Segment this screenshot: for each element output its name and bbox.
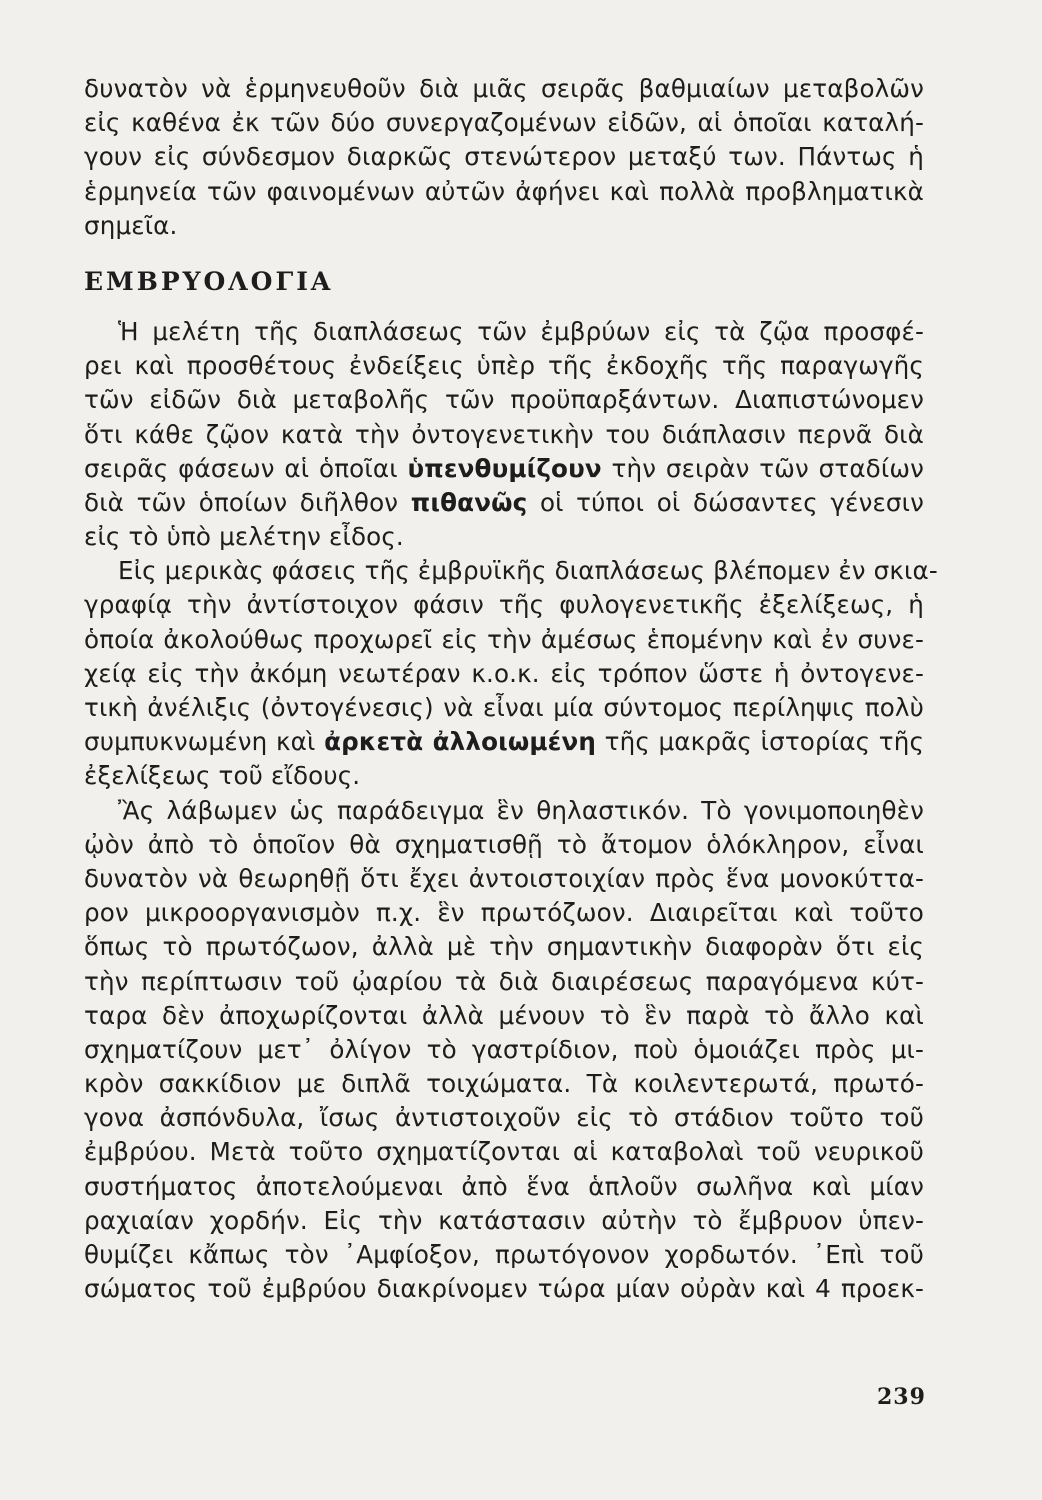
text-line: ταρα δὲν ἀποχωρίζονται ἀλλὰ μένουν τὸ ἓν παρὰ τὸ ἄλλο καὶ [84, 1000, 924, 1030]
text-line: ὅτι κάθε ζῷον κατὰ τὴν ὀντογενετικὴν του διάπλασιν περνᾶ διὰ [84, 419, 924, 449]
text-line: ραχιαίαν χορδήν. Εἰς τὴν κατάστασιν αὐτὴν τὸ ἔμβρυον ὑπεν- [84, 1205, 924, 1235]
text-line: τῶν εἰδῶν διὰ μεταβολῆς τῶν προϋπαρξάντων. Διαπιστώνομεν [84, 385, 924, 415]
paragraph-phases [84, 554, 938, 793]
page-number: 239 [877, 1384, 926, 1410]
text-line: ἑρμηνεία τῶν φαινομένων αὐτῶν ἀφήνει καὶ πολλὰ προβληματικὰ [84, 176, 924, 206]
text-line: εἰς καθένα ἐκ τῶν δύο συνεργαζομένων εἰδῶν, αἱ ὁποῖαι καταλή- [84, 108, 924, 138]
text-line [84, 452, 924, 486]
intro-paragraph [84, 72, 924, 243]
text-line: ἐξελίξεως τοῦ εἴδους. [84, 761, 361, 791]
text-line: τικὴ ἀνέλιξις (ὀντογένεσις) νὰ εἶναι μία σύντομος περίληψις πολὺ [84, 693, 924, 722]
text-line: ὁποία ἀκολούθως προχωρεῖ εἰς τὴν ἀμέσως ἑπομένην καὶ ἐν συνε- [84, 624, 924, 654]
text-line: δυνατὸν νὰ ἑρμηνευθοῦν διὰ μιᾶς σειρᾶς βαθμιαίων μεταβολῶν [84, 74, 924, 103]
text-line: γραφίᾳ τὴν ἀντίστοιχον φάσιν τῆς φυλογενετικῆς ἐξελίξεως, ἡ [84, 590, 924, 620]
text-span: οἱ τύποι οἱ δώσαντες γένεσιν [539, 487, 925, 517]
text-line: σώματος τοῦ ἐμβρύου διακρίνομεν τώρα μίαν οὐρὰν καὶ 4 προεκ- [84, 1274, 924, 1304]
section-heading: ΕΜΒΡΥΟΛΟΓΙΑ [84, 266, 334, 296]
text-line [84, 486, 924, 520]
emphasis-text: ὑπενθυμίζουν [407, 453, 602, 483]
text-span: τῆς μακρᾶς ἱστορίας τῆς [604, 727, 925, 757]
text-line: σχηματίζουν μετ᾽ ὀλίγον τὸ γαστρίδιον, ποὺ ὁμοιάζει πρὸς μι- [84, 1034, 924, 1064]
text-line: ρει καὶ προσθέτους ἐνδείξεις ὑπὲρ τῆς ἐκδοχῆς τῆς παραγωγῆς [84, 351, 924, 381]
text-line: ρον μικροοργανισμὸν π.χ. ἓν πρωτόζωον. Διαιρεῖται καὶ τοῦτο [84, 898, 924, 928]
text-line: γουν εἰς σύνδεσμον διαρκῶς στενώτερον μεταξύ των. Πάντως ἡ [84, 142, 924, 172]
text-body [84, 72, 938, 1306]
text-line: δυνατὸν νὰ θεωρηθῇ ὅτι ἔχει ἀντοιστοιχίαν πρὸς ἕνα μονοκύττα- [84, 863, 924, 893]
text-line: σημεῖα. [84, 210, 178, 240]
text-line [84, 725, 924, 759]
text-line: Ἡ μελέτη τῆς διαπλάσεως τῶν ἐμβρύων εἰς τὰ ζῷα προσφέ- [118, 316, 924, 346]
text-line: ἐμβρύου. Μετὰ τοῦτο σχηματίζονται αἱ καταβολαὶ τοῦ νευρικοῦ [84, 1137, 924, 1167]
text-line: Ἂς λάβωμεν ὡς παράδειγμα ἓν θηλαστικόν. Τὸ γονιμοποιηθὲν [118, 795, 924, 825]
paragraph-embryo-study [84, 315, 924, 554]
emphasis-text: πιθανῶς [410, 487, 528, 517]
text-line: χείᾳ εἰς τὴν ἀκόμη νεωτέραν κ.ο.κ. εἰς τρόπον ὥστε ἡ ὀντογενε- [84, 658, 924, 688]
text-line: ᾠὸν ἀπὸ τὸ ὁποῖον θὰ σχηματισθῇ τὸ ἄτομον ὁλόκληρον, εἶναι [84, 829, 924, 859]
text-span: σειρᾶς φάσεων αἱ ὁποῖαι [84, 453, 398, 483]
text-line: εἰς τὸ ὑπὸ μελέτην εἶδος. [84, 522, 404, 552]
text-line: τὴν περίπτωσιν τοῦ ᾠαρίου τὰ διὰ διαιρέσεως παραγόμενα κύτ- [84, 966, 924, 996]
text-line: Εἰς μερικὰς φάσεις τῆς ἐμβρυϊκῆς διαπλάσεως βλέπομεν ἐν σκια- [118, 556, 938, 586]
text-line: συστήματος ἀποτελούμεναι ἀπὸ ἕνα ἁπλοῦν σωλῆνα καὶ μίαν [84, 1171, 924, 1201]
text-line: ὅπως τὸ πρωτόζωον, ἀλλὰ μὲ τὴν σημαντικὴν διαφορὰν ὅτι εἰς [84, 932, 924, 962]
text-line: γονα ἀσπόνδυλα, ἴσως ἀντιστοιχοῦν εἰς τὸ στάδιον τοῦτο τοῦ [84, 1103, 924, 1133]
paragraph-mammal-example [84, 794, 924, 1307]
text-span: διὰ τῶν ὁποίων διῆλθον [84, 487, 399, 517]
text-span: τὴν σειρὰν τῶν σταδίων [611, 453, 924, 483]
text-line: κρὸν σακκίδιον με διπλᾶ τοιχώματα. Τὰ κοιλεντερωτά, πρωτό- [84, 1069, 924, 1099]
emphasis-text: ἀρκετὰ ἀλλοιωμένη [324, 727, 597, 757]
text-line: θυμίζει κἄπως τὸν ᾿Αμφίοξον, πρωτόγονον χορδωτόν. ᾿Επὶ τοῦ [84, 1240, 924, 1269]
text-span: συμπυκνωμένη καὶ [84, 727, 316, 757]
